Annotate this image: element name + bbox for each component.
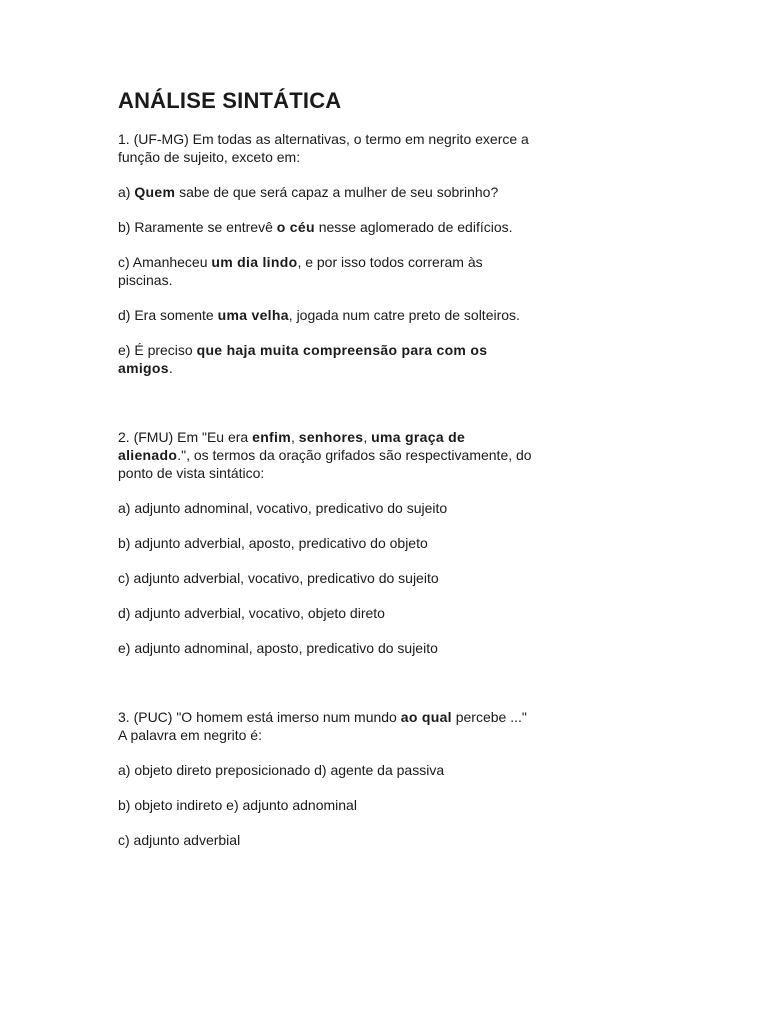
question-stem [118,708,538,744]
answer-option [118,218,538,236]
question-spacer [118,674,538,708]
answer-option [118,796,538,814]
text-run: e) adjunto adnominal, aposto, predicativo do sujeito [118,640,438,656]
text-run: a) adjunto adnominal, vocativo, predicativo do sujeito [118,500,448,516]
text-run: b) objeto indireto e) adjunto adnominal [118,797,357,813]
answer-option [118,306,538,324]
text-run: a) objeto direto preposicionado d) agente da passiva [118,762,445,778]
text-run: nesse aglomerado de edifícios. [314,219,513,235]
text-run: , e por isso todos correram às piscinas. [118,254,483,288]
text-run: c) adjunto adverbial [118,832,241,848]
answer-option [118,761,538,779]
text-run: a) [118,184,135,200]
answer-option [118,341,538,377]
answer-option [118,534,538,552]
text-run: c) Amanheceu [118,254,212,270]
text-run: 3. (PUC) "O homem está imerso num mundo [118,709,401,725]
bold-term: enfim [252,429,291,445]
text-run: , jogada num catre preto de solteiros. [288,307,520,323]
text-run: b) Raramente se entrevê [118,219,277,235]
document-body [118,86,538,866]
bold-term: Quem [134,184,176,200]
answer-option [118,569,538,587]
answer-option [118,604,538,622]
bold-term: um dia lindo [211,254,298,270]
text-run: d) Era somente [118,307,218,323]
question-block [118,428,538,657]
text-run: 2. (FMU) Em "Eu era [118,429,253,445]
answer-option [118,499,538,517]
document-title: ANÁLISE SINTÁTICA [118,88,342,113]
bold-term: senhores [298,429,364,445]
question-stem [118,130,538,166]
text-run: sabe de que será capaz a mulher de seu sobrinho? [175,184,499,200]
question-spacer [118,394,538,428]
text-run: . [168,360,173,376]
bold-term: o céu [276,219,315,235]
text-run: 1. (UF-MG) Em todas as alternativas, o termo em negrito exerce a função de sujeito, exceto em: [118,131,529,165]
text-run: d) adjunto adverbial, vocativo, objeto direto [118,605,385,621]
answer-option [118,253,538,289]
question-block [118,708,538,849]
answer-option [118,831,538,849]
question-list [118,130,538,849]
text-run: percebe ..." A palavra em negrito é: [118,709,527,743]
text-run: c) adjunto adverbial, vocativo, predicativo do sujeito [118,570,439,586]
text-run: , [290,429,299,445]
answer-option [118,183,538,201]
bold-term: uma velha [217,307,289,323]
bold-term: uma graça de alienado [118,429,466,463]
text-run: , [363,429,372,445]
bold-term: ao qual [400,709,452,725]
question-stem [118,428,538,482]
answer-option [118,639,538,657]
text-run: b) adjunto adverbial, aposto, predicativo do objeto [118,535,428,551]
text-run: .", os termos da oração grifados são respectivamente, do ponto de vista sintático: [118,447,532,481]
bold-term: que haja muita compreensão para com os amigos [118,342,488,376]
question-block [118,130,538,377]
text-run: e) É preciso [118,342,197,358]
